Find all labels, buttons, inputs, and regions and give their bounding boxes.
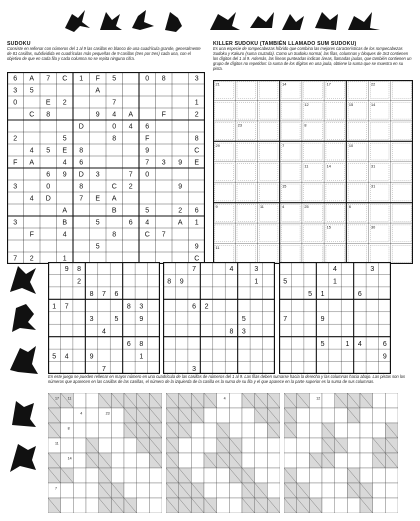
sudoku-cell-value: 6 — [382, 340, 387, 348]
sudoku-cell-value: 1 — [194, 99, 199, 107]
sudoku-cell-value: 9 — [179, 278, 184, 286]
sudoku-cell-value: C — [62, 75, 68, 83]
cage-sum-label: 21 — [215, 82, 220, 87]
sudoku-cell-value: A — [62, 207, 68, 215]
sudoku-cell-value: 5 — [112, 75, 117, 83]
sudoku-cell-value: 8 — [79, 147, 84, 155]
sudoku-cell-value: 1 — [320, 291, 325, 299]
sudoku-cell-value: 1 — [139, 353, 144, 361]
sudoku-cell-value: 6 — [114, 291, 119, 299]
sudoku-cell-value: 2 — [178, 207, 183, 215]
cage-sum-label: 4 — [282, 205, 285, 210]
sudoku-cell-value: 1 — [79, 75, 84, 83]
kakuro-clue: 17 — [54, 396, 59, 401]
sudoku-cell-value: 6 — [357, 291, 362, 299]
sudoku-cell-value: 8 — [89, 291, 94, 299]
sudoku-cell-value: 0 — [13, 99, 18, 107]
sudoku-cell-value: A — [111, 195, 117, 203]
cage-sum-label: 14 — [282, 82, 287, 87]
sudoku-cell-value: 4 — [229, 266, 234, 274]
kakuro-clue: 7 — [54, 486, 57, 491]
sudoku-cell-value: 1 — [345, 340, 350, 348]
sudoku-cell-value: 4 — [62, 159, 67, 167]
sudoku-cell-value: 3 — [13, 219, 18, 227]
kakuro-clue: 4 — [223, 396, 226, 401]
sudoku-cell-value: F — [95, 75, 100, 83]
cage-sum-label: 31 — [371, 164, 376, 169]
sudoku-cell-value: 2 — [29, 255, 34, 263]
sudoku-cell-value: C — [194, 147, 200, 155]
cage-sum-label: 15 — [282, 184, 287, 189]
cage-sum-label: 14 — [326, 164, 331, 169]
sudoku-cell-value: 3 — [241, 328, 246, 336]
sudoku-cell-value: F — [29, 231, 34, 239]
ninja-figure — [6, 300, 40, 336]
sudoku-cell-value: E — [194, 159, 200, 167]
ninja-figure — [6, 342, 40, 378]
sudoku-cell-value: 2 — [13, 135, 18, 143]
sudoku-cell-value: F — [145, 135, 150, 143]
sudoku-cell-value: 6 — [13, 75, 18, 83]
sudoku-cell-value: 5 — [46, 147, 51, 155]
cage-sum-label: 8 — [304, 123, 307, 128]
cage-sum-label: 10 — [348, 143, 354, 148]
sudoku-cell-value: 4 — [112, 111, 117, 119]
sudoku-cell-value: 9 — [89, 353, 94, 361]
sudoku-cell-value: 7 — [128, 171, 133, 179]
cage-sum-label: 11 — [259, 205, 264, 210]
sudoku-cell-value: 5 — [320, 340, 325, 348]
cage-sum-label: 22 — [371, 82, 376, 87]
sudoku-cell-value: A — [95, 87, 101, 95]
sudoku-cell-value: 9 — [139, 315, 144, 323]
ninja-figure — [6, 395, 40, 431]
cage-sum-label: 9 — [215, 205, 218, 210]
sudoku-cell-value: 3 — [254, 266, 259, 274]
kakuro-clue: 11 — [67, 396, 72, 401]
sudoku-description: Consiste en rellenar con números del 1 al 9 las casillas en blanco de una cuadrícula grande, generalmente de 81 casillas, subdividida en cuadrículas más pequeñas de 9 casillas (tres por tres) cada una, con el objetivo de que en cada fila y cada columna no se repita ninguna cifra. — [7, 46, 201, 61]
cage-sum-label: 7 — [282, 143, 285, 148]
sudoku-cell-value: 8 — [194, 135, 199, 143]
sudoku-cell-value: 0 — [46, 183, 51, 191]
sudoku-cell-value: 0 — [112, 123, 117, 131]
sudoku-cell-value: 1 — [254, 278, 259, 286]
sudoku-cell-value: 3 — [139, 303, 144, 311]
cage-sum-label: 29 — [215, 143, 220, 148]
sudoku-cell-value: F — [13, 159, 18, 167]
sudoku-cell-value: 1 — [194, 219, 199, 227]
sudoku-cell-value: A — [29, 159, 35, 167]
sudoku-cell-value: 9 — [178, 183, 183, 191]
sudoku-cell-value: 9 — [320, 315, 325, 323]
sudoku-cell-value: 8 — [79, 183, 84, 191]
sudoku-cell-value: C — [29, 111, 35, 119]
sudoku-cell-value: 3 — [13, 183, 18, 191]
sudoku-cell-value: C — [194, 255, 200, 263]
cage-sum-label: 23 — [237, 123, 242, 128]
sudoku-grid-2[interactable] — [163, 262, 275, 374]
kakuro-clue: 8 — [67, 426, 70, 431]
sudoku-cell-value: 8 — [167, 278, 172, 286]
cage-sum-label: 31 — [371, 184, 376, 189]
sudoku-cell-value: 3 — [161, 159, 166, 167]
sudoku-cell-value: 2 — [194, 111, 199, 119]
sudoku-cell-value: F — [161, 111, 166, 119]
sudoku-cell-value: 6 — [192, 303, 197, 311]
sudoku-cell-value: D — [78, 123, 84, 131]
sudoku-cell-value: A — [128, 111, 134, 119]
cage-sum-label: 11 — [304, 164, 309, 169]
cage-sum-label: 14 — [371, 102, 376, 107]
sudoku-cell-value: 7 — [46, 75, 51, 83]
ninja-banner — [60, 6, 390, 36]
sudoku-cell-value: 7 — [102, 291, 106, 299]
sudoku-cell-value: 5 — [62, 135, 67, 143]
sudoku-cell-value: 4 — [357, 340, 362, 348]
sudoku-cell-value: D — [45, 195, 51, 203]
kakuro-description: En este juego se pueden rellenar en mayor número en una cuadrícula de las casillas de números del 1 al 9. Las filas deben sumarse hacia la derecha y las columnas hacia abajo. Las pistas son los números que aparecen en las casillas de las casillas, el número de la izquierda de la casilla es la suma de su fila y el que aparece en la parte superior es la suma de sus columnas. — [48, 374, 406, 384]
sudoku-cell-value: 5 — [52, 353, 57, 361]
sudoku-cell-value: 8 — [112, 135, 117, 143]
sudoku-cell-value: 9 — [62, 171, 67, 179]
kakuro-clue: 23 — [105, 411, 110, 416]
sudoku-grid-1[interactable] — [48, 262, 160, 374]
sudoku-cell-value: 9 — [194, 243, 199, 251]
sudoku-cell-value: 5 — [283, 278, 288, 286]
sudoku-cell-value: D — [78, 171, 84, 179]
sudoku-cell-value: 6 — [128, 219, 133, 227]
killer-description: Es una especie de rompecabezas híbrido que combina las mejores características de los rompecabezas Sudoku y Kakuro (suma cruzada). Como un Sudoku normal, las filas, columnas y bloques de 3x3 contienen los dígitos del 1 al 9. Además, las líneas punteadas indican áreas, llamadas jaulas, que también contienen un grupo de dígitos no repetidos: la suma de los dígitos en una jaula, obtiene la suma que se muestra en su pista. — [213, 46, 412, 71]
cage-sum-label: 17 — [326, 82, 331, 87]
sudoku-cell-value: 8 — [77, 266, 82, 274]
sudoku-cell-value: 9 — [382, 353, 387, 361]
sudoku-cell-value: 4 — [128, 123, 133, 131]
sudoku-cell-value: E — [95, 195, 101, 203]
sudoku-cell-value: E — [62, 147, 68, 155]
sudoku-cell-value: 2 — [204, 303, 209, 311]
sudoku-cell-value: 8 — [229, 328, 234, 336]
sudoku-cell-value: 6 — [194, 207, 199, 215]
sudoku-cell-value: C — [144, 231, 150, 239]
cage-sum-label: 12 — [304, 102, 309, 107]
sudoku-cell-value: 2 — [62, 99, 67, 107]
sudoku-cell-value: 1 — [62, 255, 67, 263]
sudoku-cell-value: 7 — [102, 365, 106, 373]
sudoku-cell-value: 3 — [192, 365, 197, 373]
kakuro-clue: 14 — [67, 456, 72, 461]
sudoku-cell-value: 7 — [161, 231, 166, 239]
sudoku-cell-value: 6 — [79, 159, 84, 167]
sudoku-cell-value: 7 — [192, 266, 197, 274]
killer-sudoku-grid[interactable] — [213, 80, 413, 264]
sudoku-cell-value: 5 — [29, 87, 34, 95]
sudoku-cell-value: 1 — [52, 303, 57, 311]
sudoku-cell-value: 4 — [29, 147, 34, 155]
kakuro-grid-2[interactable] — [166, 393, 280, 513]
sudoku-cell-value: 8 — [161, 75, 166, 83]
sudoku-cell-value: 7 — [13, 255, 18, 263]
sudoku-cell-value: 5 — [114, 315, 119, 323]
sudoku-title: SUDOKU — [7, 41, 31, 47]
sudoku-cell-value: 9 — [145, 147, 150, 155]
sudoku-cell-value: C — [111, 183, 117, 191]
sudoku-cell-value: 0 — [145, 75, 150, 83]
sudoku-cell-value: 5 — [95, 219, 100, 227]
sudoku-cell-value: 6 — [126, 340, 131, 348]
ninja-figure — [6, 262, 40, 298]
sudoku-cell-value: A — [29, 75, 35, 83]
ninja-figure — [6, 440, 40, 476]
sudoku-cell-value: 6 — [145, 123, 150, 131]
sudoku-cell-value: 7 — [64, 303, 69, 311]
sudoku-cell-value: 4 — [145, 219, 150, 227]
kakuro-grid-3[interactable] — [284, 393, 398, 513]
sudoku-cell-value: B — [111, 207, 117, 215]
sudoku-grid-3[interactable] — [279, 262, 391, 374]
hex-sudoku-grid[interactable] — [7, 72, 205, 264]
sudoku-cell-value: 7 — [112, 99, 117, 107]
sudoku-cell-value: 3 — [194, 75, 199, 83]
kakuro-clue: 12 — [316, 396, 321, 401]
sudoku-cell-value: 7 — [79, 195, 84, 203]
sudoku-cell-value: 4 — [29, 195, 34, 203]
sudoku-cell-value: 9 — [178, 159, 183, 167]
sudoku-cell-value: 4 — [64, 353, 69, 361]
cage-sum-label: 25 — [304, 205, 309, 210]
cage-sum-label: 11 — [215, 246, 220, 251]
sudoku-cell-value: 3 — [95, 171, 100, 179]
sudoku-cell-value: 5 — [95, 243, 100, 251]
sudoku-cell-value: 8 — [112, 231, 117, 239]
sudoku-cell-value: 8 — [46, 111, 51, 119]
sudoku-cell-value: A — [177, 219, 183, 227]
sudoku-cell-value: 7 — [145, 159, 150, 167]
sudoku-cell-value: 3 — [370, 266, 375, 274]
sudoku-cell-value: 4 — [62, 231, 67, 239]
kakuro-clue: 4 — [80, 411, 83, 416]
sudoku-cell-value: 0 — [145, 171, 150, 179]
sudoku-cell-value: 2 — [128, 183, 133, 191]
sudoku-cell-value: 7 — [283, 315, 288, 323]
sudoku-cell-value: 9 — [95, 111, 100, 119]
kakuro-clue: 11 — [54, 441, 59, 446]
sudoku-cell-value: E — [45, 99, 51, 107]
cage-sum-label: 30 — [371, 225, 376, 230]
killer-title: KILLER SUDOKU (TAMBIÉN LLAMADO SUM SUDOKU) — [213, 41, 357, 47]
sudoku-cell-value: 4 — [102, 328, 106, 336]
sudoku-cell-value: 5 — [308, 291, 313, 299]
sudoku-cell-value: 9 — [64, 266, 69, 274]
cage-sum-label: 15 — [326, 225, 331, 230]
sudoku-cell-value: 1 — [333, 278, 337, 286]
kakuro-grid-1[interactable] — [48, 393, 162, 513]
sudoku-cell-value: 8 — [139, 340, 144, 348]
sudoku-cell-value: 3 — [13, 87, 18, 95]
cage-sum-label: 15 — [348, 102, 354, 107]
sudoku-cell-value: 3 — [89, 315, 94, 323]
sudoku-cell-value: B — [62, 219, 68, 227]
sudoku-cell-value: 2 — [77, 278, 82, 286]
sudoku-cell-value: 8 — [126, 303, 131, 311]
cage-sum-label: 6 — [348, 205, 351, 210]
sudoku-cell-value: 5 — [145, 207, 150, 215]
sudoku-cell-value: 5 — [241, 315, 246, 323]
sudoku-cell-value: 4 — [333, 266, 337, 274]
sudoku-cell-value: 6 — [46, 171, 51, 179]
